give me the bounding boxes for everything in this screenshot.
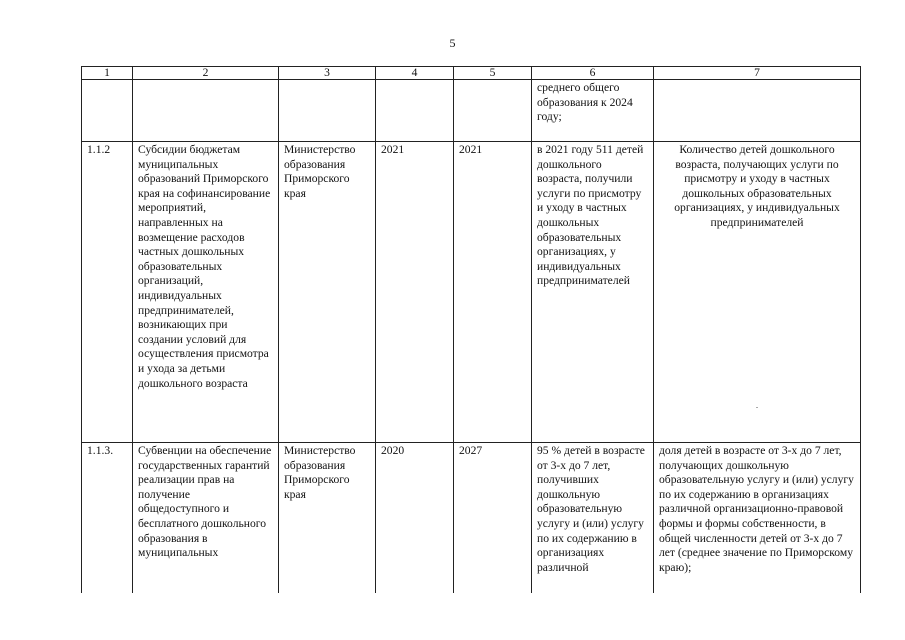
cell-indicator [654, 142, 861, 443]
cell-name [133, 80, 279, 142]
cell-executor: Министерство образования Приморского края [279, 443, 376, 594]
table-row [82, 142, 861, 443]
cell-num: 1.1.3. [82, 443, 133, 594]
col-header-3: 3 [279, 67, 376, 80]
indicator-text: Количество детей дошкольного возраста, получающих услуги по присмотру и уходу в частных дошкольных образовательных организациях, у индивидуальных предпринимателей [674, 143, 840, 229]
header-row [82, 67, 861, 80]
cell-indicator: доля детей в возрасте от 3-х до 7 лет, получающих дошкольную образовательную услугу и (или) услугу по их содержанию в организациях различной организационно-правовой формы и формы собственности, в общей численности детей от 3-х до 7 лет (среднее значение по Приморскому краю); [654, 443, 861, 594]
cell-num [82, 80, 133, 142]
col-header-6: 6 [532, 67, 654, 80]
program-table [81, 66, 861, 593]
cell-result: 95 % детей в возрасте от 3-х до 7 лет, получивших дошкольную образовательную услугу и (или) услугу по их содержанию в организациях различной [532, 443, 654, 594]
cell-result: в 2021 году 511 детей дошкольного возраста, получили услуги по присмотру и уходу в частных дошкольных образовательных организациях, у индивидуальных предпринимателей [532, 142, 654, 443]
cell-executor [279, 80, 376, 142]
col-header-1: 1 [82, 67, 133, 80]
cell-result: среднего общего образования к 2024 году; [532, 80, 654, 142]
col-header-2: 2 [133, 67, 279, 80]
page-number: 5 [449, 36, 456, 50]
col-header-7: 7 [654, 67, 861, 80]
cell-name: Субсидии бюджетам муниципальных образований Приморского края на софинансирование мероприятий, направленных на возмещение расходов частных дошкольных образовательных организаций, индивидуальных предпринимателей, возникающих при создании условий для осуществления присмотра и ухода за детьми дошкольного возраста [133, 142, 279, 443]
table-row [82, 80, 861, 142]
cell-num: 1.1.2 [82, 142, 133, 443]
cell-name: Субвенции на обеспечение государственных гарантий реализации прав на получение общедоступного и бесплатного дошкольного образования в муниципальных [133, 443, 279, 594]
stray-mark: . [756, 400, 758, 410]
cell-start: 2021 [376, 142, 454, 443]
cell-indicator [654, 80, 861, 142]
cell-start: 2020 [376, 443, 454, 594]
cell-end: 2027 [454, 443, 532, 594]
cell-end: 2021 [454, 142, 532, 443]
cell-end [454, 80, 532, 142]
cell-start [376, 80, 454, 142]
col-header-5: 5 [454, 67, 532, 80]
cell-executor: Министерство образования Приморского края [279, 142, 376, 443]
col-header-4: 4 [376, 67, 454, 80]
table-row [82, 443, 861, 594]
